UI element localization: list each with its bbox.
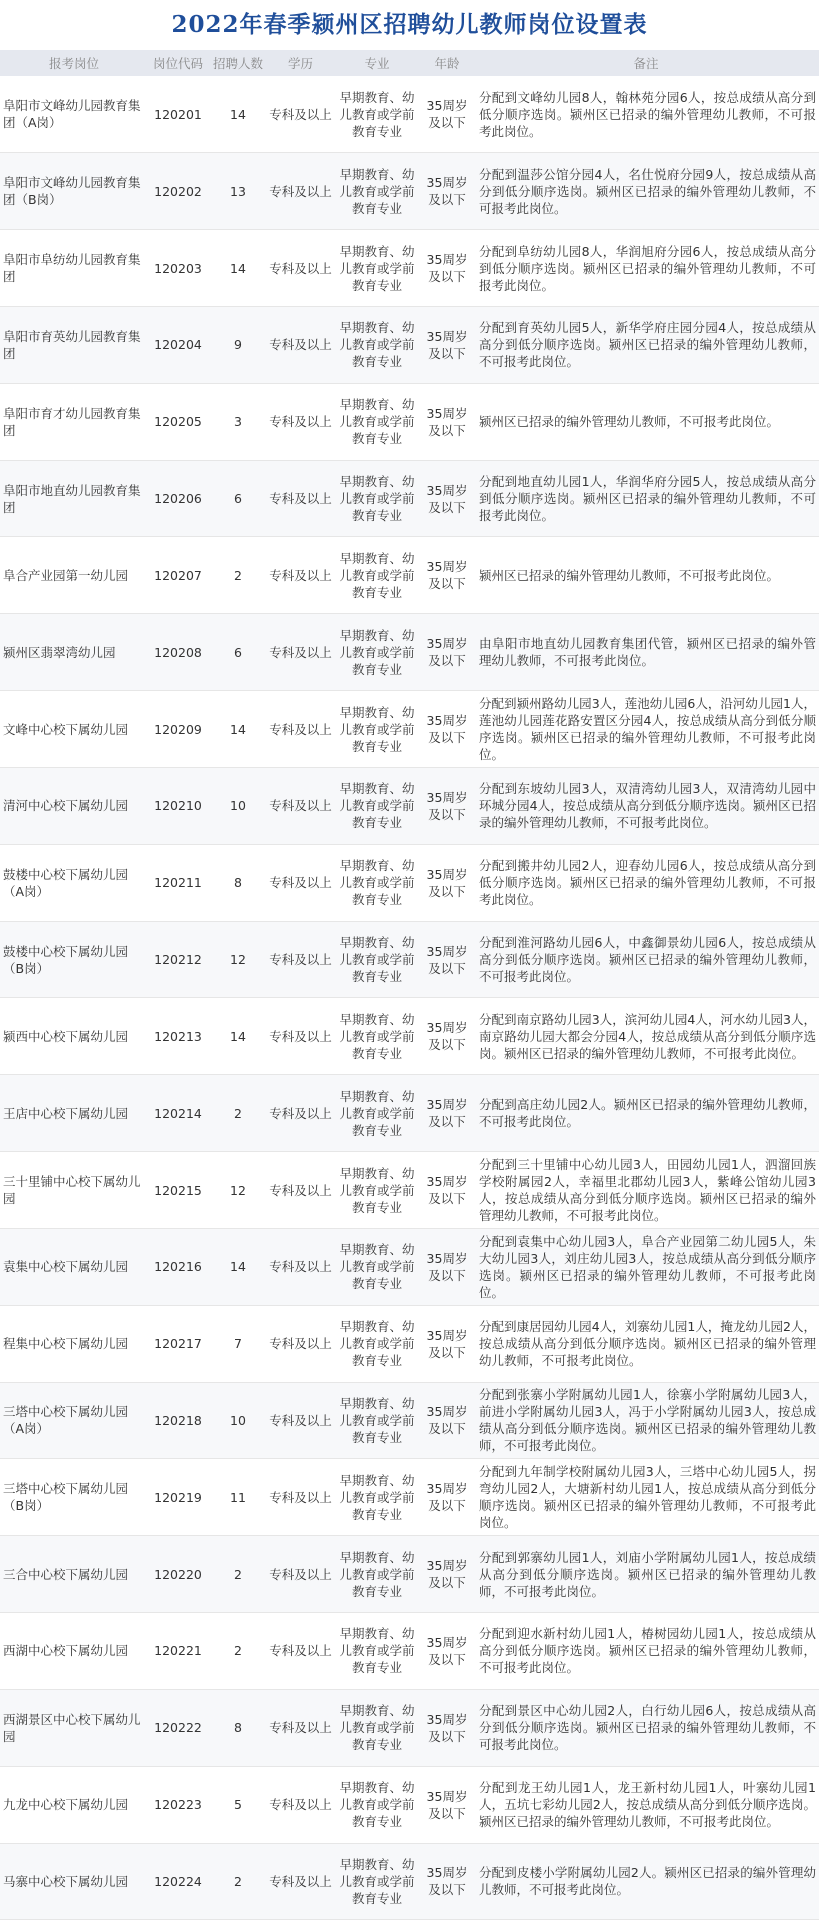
cell-education: 专科及以上 (268, 1613, 333, 1690)
cell-remark: 分配到迎水新村幼儿园1人，椿树园幼儿园1人，按总成绩从高分到低分顺序选岗。颍州区已招录的编外管理幼儿教师，不可报考此岗位。 (473, 1613, 819, 1690)
header-major: 专业 (333, 50, 421, 76)
cell-position: 马寨中心校下属幼儿园 (0, 1843, 148, 1920)
cell-education: 专科及以上 (268, 230, 333, 307)
cell-major: 早期教育、幼儿教育或学前教育专业 (333, 1152, 421, 1229)
cell-education: 专科及以上 (268, 614, 333, 691)
cell-major: 早期教育、幼儿教育或学前教育专业 (333, 153, 421, 230)
cell-code: 120212 (148, 921, 208, 998)
cell-code: 120220 (148, 1536, 208, 1613)
cell-remark: 分配到三十里铺中心幼儿园3人，田园幼儿园1人，泗溜回族学校附属园2人，幸福里北郡幼儿园3人，紫峰公馆幼儿园3人，按总成绩从高分到低分顺序选岗。颍州区已招录的编外管理幼儿教师，不可报考此岗位。 (473, 1152, 819, 1229)
cell-count: 3 (208, 383, 268, 460)
table-row (0, 614, 819, 691)
cell-remark: 分配到颍州路幼儿园3人，莲池幼儿园6人，沿河幼儿园1人，莲池幼儿园莲花路安置区分园4人，按总成绩从高分到低分顺序选岗。颍州区已招录的编外管理幼儿教师，不可报考此岗位。 (473, 691, 819, 768)
table-row (0, 383, 819, 460)
table-row (0, 1152, 819, 1229)
cell-education: 专科及以上 (268, 844, 333, 921)
cell-age: 35周岁及以下 (421, 460, 473, 537)
cell-position: 鼓楼中心校下属幼儿园（A岗） (0, 844, 148, 921)
table-row (0, 1613, 819, 1690)
cell-count: 14 (208, 998, 268, 1075)
cell-code: 120222 (148, 1689, 208, 1766)
cell-major: 早期教育、幼儿教育或学前教育专业 (333, 614, 421, 691)
cell-code: 120223 (148, 1766, 208, 1843)
cell-code: 120217 (148, 1305, 208, 1382)
cell-code: 120218 (148, 1382, 208, 1459)
cell-remark: 颍州区已招录的编外管理幼儿教师，不可报考此岗位。 (473, 383, 819, 460)
cell-remark: 由阜阳市地直幼儿园教育集团代管，颍州区已招录的编外管理幼儿教师，不可报考此岗位。 (473, 614, 819, 691)
page-title: 2022年春季颍州区招聘幼儿教师岗位设置表 (171, 11, 648, 38)
cell-age: 35周岁及以下 (421, 691, 473, 768)
cell-remark: 分配到东坡幼儿园3人，双清湾幼儿园3人，双清湾幼儿园中环城分园4人，按总成绩从高分到低分顺序选岗。颍州区已招录的编外管理幼儿教师，不可报考此岗位。 (473, 767, 819, 844)
cell-remark: 分配到阜纺幼儿园8人，华润旭府分园6人，按总成绩从高分到低分顺序选岗。颍州区已招录的编外管理幼儿教师，不可报考此岗位。 (473, 230, 819, 307)
cell-education: 专科及以上 (268, 1689, 333, 1766)
cell-code: 120214 (148, 1075, 208, 1152)
cell-count: 2 (208, 1613, 268, 1690)
cell-age: 35周岁及以下 (421, 1766, 473, 1843)
table-row (0, 844, 819, 921)
cell-position: 三十里铺中心校下属幼儿园 (0, 1152, 148, 1229)
cell-code: 120213 (148, 998, 208, 1075)
cell-major: 早期教育、幼儿教育或学前教育专业 (333, 537, 421, 614)
cell-education: 专科及以上 (268, 691, 333, 768)
table-row (0, 767, 819, 844)
cell-age: 35周岁及以下 (421, 1075, 473, 1152)
cell-major: 早期教育、幼儿教育或学前教育专业 (333, 1689, 421, 1766)
cell-age: 35周岁及以下 (421, 1382, 473, 1459)
cell-remark: 分配到南京路幼儿园3人，滨河幼儿园4人，河水幼儿园3人，南京路幼儿园大都会分园4人，按总成绩从高分到低分顺序选岗。颍州区已招录的编外管理幼儿教师，不可报考此岗位。 (473, 998, 819, 1075)
cell-age: 35周岁及以下 (421, 1536, 473, 1613)
cell-count: 2 (208, 537, 268, 614)
cell-code: 120203 (148, 230, 208, 307)
cell-count: 13 (208, 153, 268, 230)
cell-major: 早期教育、幼儿教育或学前教育专业 (333, 921, 421, 998)
cell-education: 专科及以上 (268, 1536, 333, 1613)
cell-education: 专科及以上 (268, 998, 333, 1075)
cell-remark: 分配到康居园幼儿园4人，刘寨幼儿园1人，掩龙幼儿园2人，按总成绩从高分到低分顺序选岗。颍州区已招录的编外管理幼儿教师，不可报考此岗位。 (473, 1305, 819, 1382)
cell-major: 早期教育、幼儿教育或学前教育专业 (333, 1228, 421, 1305)
cell-education: 专科及以上 (268, 1382, 333, 1459)
cell-count: 11 (208, 1459, 268, 1536)
cell-count: 14 (208, 76, 268, 153)
table-row (0, 1843, 819, 1920)
table-row (0, 306, 819, 383)
cell-major: 早期教育、幼儿教育或学前教育专业 (333, 1613, 421, 1690)
cell-age: 35周岁及以下 (421, 767, 473, 844)
cell-major: 早期教育、幼儿教育或学前教育专业 (333, 1305, 421, 1382)
cell-age: 35周岁及以下 (421, 76, 473, 153)
cell-position: 三塔中心校下属幼儿园（B岗） (0, 1459, 148, 1536)
cell-count: 14 (208, 691, 268, 768)
cell-count: 14 (208, 230, 268, 307)
cell-age: 35周岁及以下 (421, 998, 473, 1075)
cell-code: 120211 (148, 844, 208, 921)
cell-count: 5 (208, 1766, 268, 1843)
cell-remark: 分配到地直幼儿园1人，华润华府分园5人，按总成绩从高分到低分顺序选岗。颍州区已招录的编外管理幼儿教师，不可报考此岗位。 (473, 460, 819, 537)
cell-education: 专科及以上 (268, 1228, 333, 1305)
cell-education: 专科及以上 (268, 76, 333, 153)
cell-remark: 分配到搬井幼儿园2人，迎春幼儿园6人，按总成绩从高分到低分顺序选岗。颍州区已招录的编外管理幼儿教师，不可报考此岗位。 (473, 844, 819, 921)
table-row (0, 1536, 819, 1613)
cell-major: 早期教育、幼儿教育或学前教育专业 (333, 230, 421, 307)
table-row (0, 1459, 819, 1536)
cell-education: 专科及以上 (268, 1305, 333, 1382)
cell-count: 10 (208, 767, 268, 844)
cell-age: 35周岁及以下 (421, 1228, 473, 1305)
table-row (0, 1305, 819, 1382)
cell-education: 专科及以上 (268, 1152, 333, 1229)
cell-education: 专科及以上 (268, 460, 333, 537)
cell-position: 阜阳市育才幼儿园教育集团 (0, 383, 148, 460)
cell-age: 35周岁及以下 (421, 1459, 473, 1536)
cell-code: 120224 (148, 1843, 208, 1920)
cell-count: 8 (208, 1689, 268, 1766)
cell-position: 阜阳市文峰幼儿园教育集团（B岗） (0, 153, 148, 230)
cell-position: 阜阳市育英幼儿园教育集团 (0, 306, 148, 383)
cell-major: 早期教育、幼儿教育或学前教育专业 (333, 1536, 421, 1613)
cell-age: 35周岁及以下 (421, 614, 473, 691)
cell-position: 阜阳市地直幼儿园教育集团 (0, 460, 148, 537)
cell-count: 7 (208, 1305, 268, 1382)
cell-count: 2 (208, 1843, 268, 1920)
cell-count: 12 (208, 1152, 268, 1229)
cell-position: 西湖中心校下属幼儿园 (0, 1613, 148, 1690)
cell-remark: 分配到淮河路幼儿园6人，中鑫御景幼儿园6人，按总成绩从高分到低分顺序选岗。颍州区已招录的编外管理幼儿教师，不可报考此岗位。 (473, 921, 819, 998)
cell-age: 35周岁及以下 (421, 153, 473, 230)
table-header (0, 50, 819, 76)
table-row (0, 1689, 819, 1766)
cell-remark: 分配到温莎公馆分园4人，名仕悦府分园9人，按总成绩从高分到低分顺序选岗。颍州区已招录的编外管理幼儿教师，不可报考此岗位。 (473, 153, 819, 230)
cell-position: 三合中心校下属幼儿园 (0, 1536, 148, 1613)
cell-position: 袁集中心校下属幼儿园 (0, 1228, 148, 1305)
cell-major: 早期教育、幼儿教育或学前教育专业 (333, 306, 421, 383)
header-count: 招聘人数 (208, 50, 268, 76)
cell-code: 120209 (148, 691, 208, 768)
cell-remark: 分配到郭寨幼儿园1人，刘庙小学附属幼儿园1人，按总成绩从高分到低分顺序选岗。颍州区已招录的编外管理幼儿教师，不可报考此岗位。 (473, 1536, 819, 1613)
cell-remark: 分配到九年制学校附属幼儿园3人，三塔中心幼儿园5人，拐弯幼儿园2人，大塘新村幼儿园1人，按总成绩从高分到低分顺序选岗。颍州区已招录的编外管理幼儿教师，不可报考此岗位。 (473, 1459, 819, 1536)
cell-age: 35周岁及以下 (421, 383, 473, 460)
cell-education: 专科及以上 (268, 1075, 333, 1152)
cell-age: 35周岁及以下 (421, 844, 473, 921)
cell-major: 早期教育、幼儿教育或学前教育专业 (333, 383, 421, 460)
header-education: 学历 (268, 50, 333, 76)
cell-code: 120216 (148, 1228, 208, 1305)
table-row (0, 1075, 819, 1152)
cell-major: 早期教育、幼儿教育或学前教育专业 (333, 998, 421, 1075)
cell-code: 120205 (148, 383, 208, 460)
cell-major: 早期教育、幼儿教育或学前教育专业 (333, 844, 421, 921)
cell-remark: 分配到高庄幼儿园2人。颍州区已招录的编外管理幼儿教师，不可报考此岗位。 (473, 1075, 819, 1152)
cell-major: 早期教育、幼儿教育或学前教育专业 (333, 1459, 421, 1536)
cell-age: 35周岁及以下 (421, 921, 473, 998)
cell-code: 120215 (148, 1152, 208, 1229)
table-row (0, 153, 819, 230)
cell-position: 王店中心校下属幼儿园 (0, 1075, 148, 1152)
table-row (0, 230, 819, 307)
table-row (0, 1766, 819, 1843)
cell-code: 120221 (148, 1613, 208, 1690)
table-row (0, 537, 819, 614)
cell-education: 专科及以上 (268, 1766, 333, 1843)
cell-remark: 分配到景区中心幼儿园2人，白行幼儿园6人，按总成绩从高分到低分顺序选岗。颍州区已招录的编外管理幼儿教师，不可报考此岗位。 (473, 1689, 819, 1766)
table-row (0, 460, 819, 537)
cell-code: 120206 (148, 460, 208, 537)
cell-count: 12 (208, 921, 268, 998)
cell-education: 专科及以上 (268, 1843, 333, 1920)
cell-code: 120207 (148, 537, 208, 614)
cell-education: 专科及以上 (268, 921, 333, 998)
cell-age: 35周岁及以下 (421, 1689, 473, 1766)
cell-major: 早期教育、幼儿教育或学前教育专业 (333, 460, 421, 537)
cell-education: 专科及以上 (268, 306, 333, 383)
cell-code: 120204 (148, 306, 208, 383)
cell-age: 35周岁及以下 (421, 230, 473, 307)
table-row (0, 921, 819, 998)
cell-count: 14 (208, 1228, 268, 1305)
cell-major: 早期教育、幼儿教育或学前教育专业 (333, 1766, 421, 1843)
cell-position: 文峰中心校下属幼儿园 (0, 691, 148, 768)
table-row (0, 998, 819, 1075)
cell-remark: 分配到张寨小学附属幼儿园1人，徐寨小学附属幼儿园3人，前进小学附属幼儿园3人，冯于小学附属幼儿园3人，按总成绩从高分到低分顺序选岗。颍州区已招录的编外管理幼儿教师，不可报考此岗位。 (473, 1382, 819, 1459)
cell-position: 鼓楼中心校下属幼儿园（B岗） (0, 921, 148, 998)
cell-remark: 分配到育英幼儿园5人，新华学府庄园分园4人，按总成绩从高分到低分顺序选岗。颍州区已招录的编外管理幼儿教师，不可报考此岗位。 (473, 306, 819, 383)
cell-code: 120201 (148, 76, 208, 153)
cell-age: 35周岁及以下 (421, 1843, 473, 1920)
cell-major: 早期教育、幼儿教育或学前教育专业 (333, 767, 421, 844)
cell-position: 西湖景区中心校下属幼儿园 (0, 1689, 148, 1766)
cell-education: 专科及以上 (268, 537, 333, 614)
cell-count: 6 (208, 614, 268, 691)
cell-code: 120219 (148, 1459, 208, 1536)
cell-code: 120210 (148, 767, 208, 844)
cell-age: 35周岁及以下 (421, 1305, 473, 1382)
cell-position: 颍西中心校下属幼儿园 (0, 998, 148, 1075)
cell-position: 阜阳市阜纺幼儿园教育集团 (0, 230, 148, 307)
table-row (0, 1228, 819, 1305)
cell-education: 专科及以上 (268, 1459, 333, 1536)
cell-education: 专科及以上 (268, 153, 333, 230)
cell-count: 9 (208, 306, 268, 383)
cell-major: 早期教育、幼儿教育或学前教育专业 (333, 1843, 421, 1920)
cell-remark: 分配到袁集中心幼儿园3人，阜合产业园第二幼儿园5人，朱大幼儿园3人，刘庄幼儿园3人，按总成绩从高分到低分顺序选岗。颍州区已招录的编外管理幼儿教师，不可报考此岗位。 (473, 1228, 819, 1305)
table-row (0, 1382, 819, 1459)
cell-count: 8 (208, 844, 268, 921)
cell-remark: 颍州区已招录的编外管理幼儿教师，不可报考此岗位。 (473, 537, 819, 614)
cell-remark: 分配到龙王幼儿园1人，龙王新村幼儿园1人，叶寨幼儿园1人，五坑七彩幼儿园2人，按总成绩从高分到低分顺序选岗。颍州区已招录的编外管理幼儿教师，不可报考此岗位。 (473, 1766, 819, 1843)
cell-position: 阜合产业园第一幼儿园 (0, 537, 148, 614)
header-code: 岗位代码 (148, 50, 208, 76)
cell-age: 35周岁及以下 (421, 1613, 473, 1690)
cell-count: 2 (208, 1075, 268, 1152)
cell-position: 程集中心校下属幼儿园 (0, 1305, 148, 1382)
header-position: 报考岗位 (0, 50, 148, 76)
cell-age: 35周岁及以下 (421, 306, 473, 383)
cell-position: 阜阳市文峰幼儿园教育集团（A岗） (0, 76, 148, 153)
table-row (0, 691, 819, 768)
cell-age: 35周岁及以下 (421, 537, 473, 614)
cell-count: 10 (208, 1382, 268, 1459)
table-row (0, 76, 819, 153)
cell-education: 专科及以上 (268, 383, 333, 460)
cell-position: 清河中心校下属幼儿园 (0, 767, 148, 844)
cell-major: 早期教育、幼儿教育或学前教育专业 (333, 1382, 421, 1459)
cell-count: 2 (208, 1536, 268, 1613)
cell-education: 专科及以上 (268, 767, 333, 844)
position-table (0, 50, 819, 1920)
cell-code: 120202 (148, 153, 208, 230)
table-body (0, 76, 819, 1920)
cell-major: 早期教育、幼儿教育或学前教育专业 (333, 691, 421, 768)
cell-major: 早期教育、幼儿教育或学前教育专业 (333, 1075, 421, 1152)
cell-age: 35周岁及以下 (421, 1152, 473, 1229)
cell-remark: 分配到皮楼小学附属幼儿园2人。颍州区已招录的编外管理幼儿教师，不可报考此岗位。 (473, 1843, 819, 1920)
header-remark: 备注 (473, 50, 819, 76)
cell-major: 早期教育、幼儿教育或学前教育专业 (333, 76, 421, 153)
cell-remark: 分配到文峰幼儿园8人，翰林苑分园6人，按总成绩从高分到低分顺序选岗。颍州区已招录的编外管理幼儿教师，不可报考此岗位。 (473, 76, 819, 153)
cell-position: 三塔中心校下属幼儿园（A岗） (0, 1382, 148, 1459)
cell-position: 九龙中心校下属幼儿园 (0, 1766, 148, 1843)
cell-position: 颍州区翡翠湾幼儿园 (0, 614, 148, 691)
header-age: 年龄 (421, 50, 473, 76)
cell-count: 6 (208, 460, 268, 537)
cell-code: 120208 (148, 614, 208, 691)
